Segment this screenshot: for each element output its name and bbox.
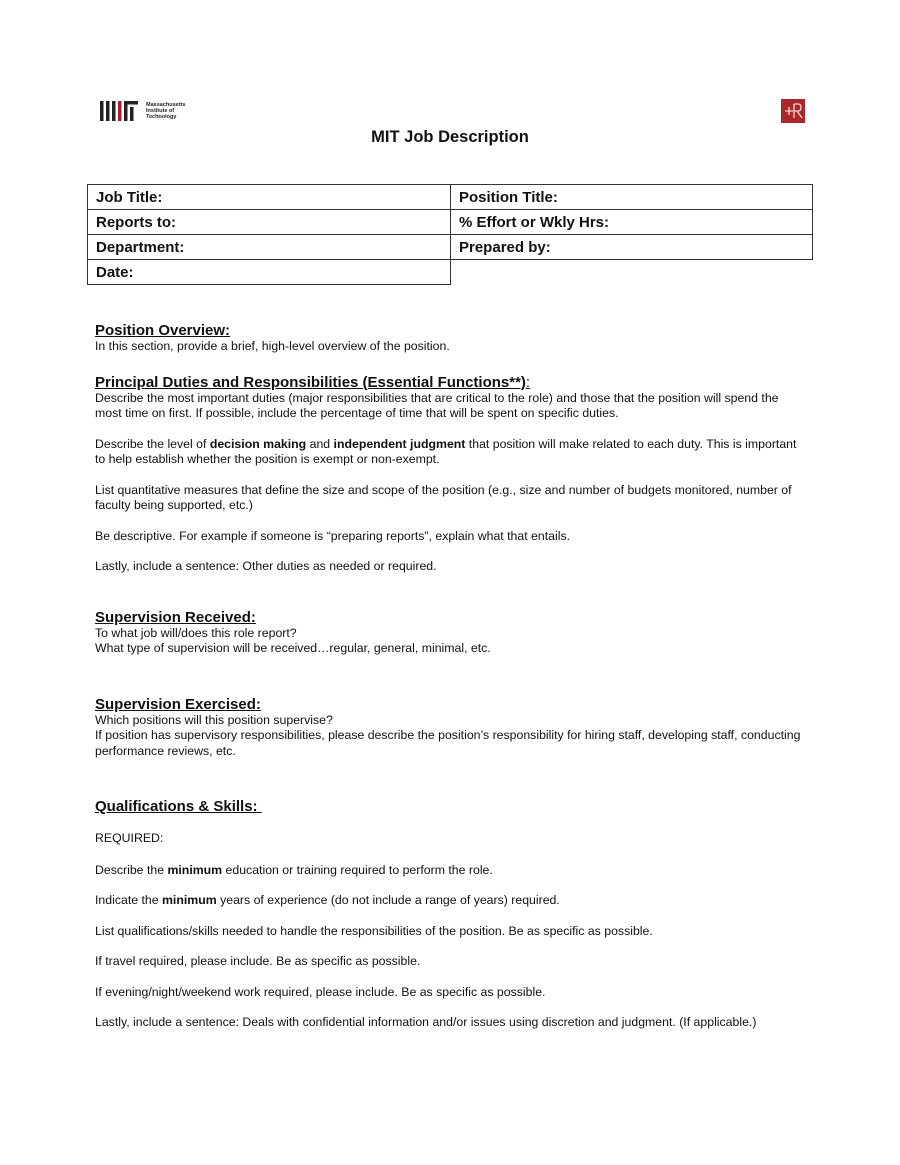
mit-logo-icon bbox=[100, 100, 140, 122]
text-run: and bbox=[306, 436, 334, 451]
text-run: that position will make related to each duty. This is important to help establish whether the position is exempt or non-exempt. bbox=[95, 436, 797, 466]
logo-line: Massachusetts bbox=[146, 102, 186, 108]
logo-line: Institute of bbox=[146, 108, 175, 114]
job-title-cell: Job Title: bbox=[87, 184, 451, 210]
text-run: education or training required to perform the role. bbox=[222, 862, 493, 877]
duties-paragraph: List quantitative measures that define the size and scope of the position (e.g., size and number of budgets monitored, number of faculty being supported, etc.) bbox=[95, 482, 792, 512]
qualifications-heading: Qualifications & Skills: bbox=[95, 798, 262, 815]
reports-to-cell: Reports to: bbox=[87, 209, 451, 235]
text-run: Describe the bbox=[95, 862, 168, 877]
logo-line: Technology bbox=[146, 114, 177, 120]
supervision-exercised-text: If position has supervisory responsibilities, please describe the position’s responsibility for hiring staff, developing staff, conducting performance reviews, etc. bbox=[95, 728, 801, 758]
prepared-by-cell: Prepared by: bbox=[450, 234, 813, 260]
supervision-received-heading: Supervision Received: bbox=[95, 608, 256, 626]
qualification-item bbox=[95, 863, 805, 879]
bold-text: decision making bbox=[209, 436, 307, 451]
position-overview-text: In this section, provide a brief, high-level overview of the position. bbox=[95, 339, 450, 353]
mit-logo-text bbox=[146, 102, 185, 120]
position-title-cell: Position Title: bbox=[450, 184, 813, 210]
supervision-received-text: To what job will/does this role report? bbox=[95, 625, 297, 640]
duties-paragraph: Describe the most important duties (major responsibilities that are critical to the role) and those that the position will spend the most time on first. If possible, include the percentage of time that will be spent on specific duties. bbox=[95, 390, 779, 420]
position-overview-heading: Position Overview: bbox=[95, 322, 231, 339]
duties-paragraph: Be descriptive. For example if someone is “preparing reports”, explain what that entails. bbox=[95, 528, 571, 543]
qualification-item: List qualifications/skills needed to handle the responsibilities of the position. Be as specific as possible. bbox=[95, 923, 653, 938]
duties-paragraph bbox=[95, 437, 805, 468]
mit-logo bbox=[100, 100, 185, 122]
supervision-received-text: What type of supervision will be received…regular, general, minimal, etc. bbox=[95, 641, 491, 655]
qualification-item: Lastly, include a sentence: Deals with confidential information and/or issues using discretion and judgment. (If applicable.) bbox=[95, 1015, 757, 1029]
page-title: MIT Job Description bbox=[371, 128, 529, 146]
bold-text: minimum bbox=[162, 893, 217, 907]
duties-colon: : bbox=[525, 373, 531, 391]
supervision-exercised-heading: Supervision Exercised: bbox=[95, 695, 261, 713]
qualification-item bbox=[95, 893, 805, 909]
text-run: Indicate the bbox=[95, 893, 162, 907]
document-body bbox=[95, 322, 805, 1031]
text-run: Describe the level of bbox=[95, 436, 210, 451]
qualification-item: If evening/night/weekend work required, please include. Be as specific as possible. bbox=[95, 984, 546, 999]
bold-text: independent judgment bbox=[333, 436, 466, 451]
duties-title: Principal Duties and Responsibilities (Essential Functions**) bbox=[95, 373, 526, 391]
hr-logo-icon bbox=[781, 99, 805, 123]
supervision-exercised-text: Which positions will this position supervise? bbox=[95, 712, 333, 727]
effort-cell: % Effort or Wkly Hrs: bbox=[450, 209, 813, 235]
bold-text: minimum bbox=[167, 862, 223, 877]
qualification-item: If travel required, please include. Be as specific as possible. bbox=[95, 954, 421, 968]
department-cell: Department: bbox=[87, 234, 451, 260]
date-cell: Date: bbox=[87, 259, 451, 285]
principal-duties-heading bbox=[95, 374, 805, 391]
text-run: years of experience (do not include a range of years) required. bbox=[216, 893, 560, 907]
required-label: REQUIRED: bbox=[95, 831, 164, 845]
duties-paragraph: Lastly, include a sentence: Other duties as needed or required. bbox=[95, 559, 437, 573]
